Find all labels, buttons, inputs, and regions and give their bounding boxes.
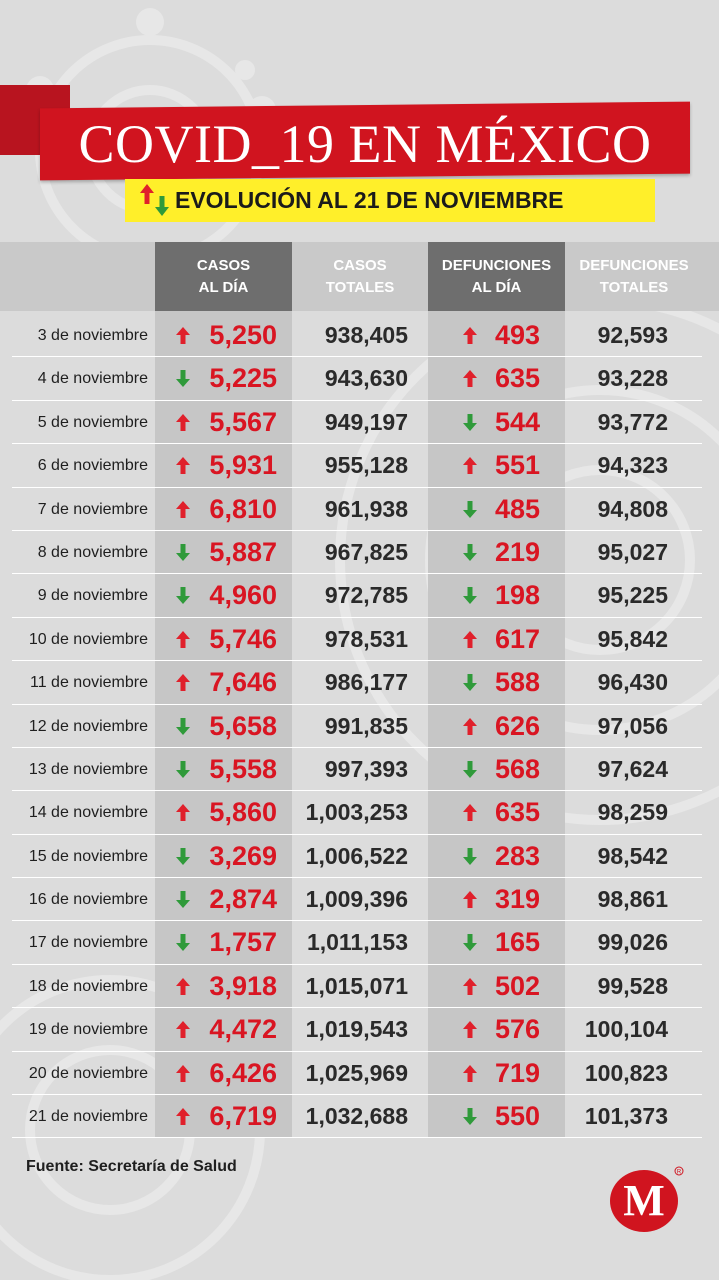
row-date: 6 de noviembre <box>37 457 148 475</box>
defunciones-al-dia-value: 219 <box>494 536 540 567</box>
logo-letter: M <box>623 1176 665 1225</box>
casos-al-dia-value: 5,746 <box>209 623 277 654</box>
row-date: 7 de noviembre <box>37 500 148 518</box>
casos-totales-value: 991,835 <box>324 712 408 739</box>
defunciones-al-dia-value: 319 <box>494 884 540 915</box>
row-date: 15 de noviembre <box>28 847 148 865</box>
row-date: 8 de noviembre <box>37 543 148 561</box>
casos-al-dia-value: 5,225 <box>209 363 277 394</box>
defunciones-al-dia-value: 198 <box>494 580 540 611</box>
casos-al-dia-value: 3,918 <box>209 970 277 1001</box>
table-row <box>12 921 702 964</box>
casos-totales-value: 972,785 <box>324 582 408 609</box>
milenio-logo <box>608 1165 684 1233</box>
casos-al-dia-value: 1,757 <box>209 927 277 958</box>
casos-al-dia-value: 5,567 <box>209 406 277 437</box>
casos-al-dia-value: 6,426 <box>209 1057 277 1088</box>
row-date: 11 de noviembre <box>30 674 148 692</box>
defunciones-totales-value: 100,104 <box>584 1016 668 1043</box>
casos-totales-value: 1,015,071 <box>305 972 408 999</box>
table-row <box>12 705 702 748</box>
table-row <box>12 1052 702 1095</box>
defunciones-al-dia-value: 635 <box>494 797 540 828</box>
casos-al-dia-value: 5,860 <box>209 797 277 828</box>
table-row <box>12 314 702 357</box>
defunciones-totales-value: 92,593 <box>597 322 668 348</box>
casos-al-dia-value: 4,472 <box>209 1014 277 1045</box>
casos-totales-value: 997,393 <box>324 755 408 782</box>
table-row <box>12 1008 702 1051</box>
row-date: 19 de noviembre <box>28 1021 148 1039</box>
casos-totales-value: 986,177 <box>324 669 408 696</box>
casos-totales-value: 978,531 <box>324 625 408 652</box>
defunciones-totales-value: 99,026 <box>597 929 668 956</box>
defunciones-totales-value: 97,624 <box>597 755 668 782</box>
casos-al-dia-value: 5,658 <box>209 710 277 741</box>
casos-totales-value: 938,405 <box>324 322 408 348</box>
casos-totales-value: 1,019,543 <box>305 1016 408 1043</box>
column-header-defunciones-totales: DEFUNCIONES TOTALES <box>579 256 689 296</box>
source-note: Fuente: Secretaría de Salud <box>26 1158 237 1175</box>
column-header-casos-totales: CASOS TOTALES <box>325 256 395 296</box>
row-date: 21 de noviembre <box>28 1108 148 1126</box>
table-row <box>12 1095 702 1138</box>
table-row <box>12 401 702 444</box>
row-date: 16 de noviembre <box>28 891 148 909</box>
defunciones-al-dia-value: 493 <box>494 320 540 350</box>
column-header-casos-dia: CASOS AL DÍA <box>155 242 292 311</box>
defunciones-al-dia-value: 635 <box>494 363 540 394</box>
casos-totales-value: 943,630 <box>324 365 408 392</box>
svg-text:R: R <box>676 1169 682 1176</box>
defunciones-al-dia-value: 165 <box>494 927 540 958</box>
table-row <box>12 357 702 400</box>
casos-al-dia-value: 5,887 <box>209 536 277 567</box>
data-table <box>12 314 702 1138</box>
defunciones-totales-value: 98,542 <box>597 842 668 869</box>
row-date: 3 de noviembre <box>37 327 148 344</box>
defunciones-totales-value: 101,373 <box>584 1103 668 1130</box>
page-title: COVID_19 EN MÉXICO <box>78 114 652 174</box>
defunciones-al-dia-value: 626 <box>494 710 540 741</box>
defunciones-totales-value: 96,430 <box>597 669 668 696</box>
table-row <box>12 791 702 834</box>
defunciones-totales-value: 93,772 <box>597 408 668 435</box>
defunciones-totales-value: 95,842 <box>597 625 668 652</box>
casos-al-dia-value: 7,646 <box>209 667 277 698</box>
casos-totales-value: 967,825 <box>324 538 408 565</box>
defunciones-al-dia-value: 588 <box>494 667 540 698</box>
table-row <box>12 748 702 791</box>
table-row <box>12 618 702 661</box>
column-header-defunciones-dia: DEFUNCIONES AL DÍA <box>428 242 565 311</box>
casos-totales-value: 1,025,969 <box>305 1059 408 1086</box>
defunciones-totales-value: 94,808 <box>597 495 668 522</box>
casos-totales-value: 1,011,153 <box>306 929 408 956</box>
table-row <box>12 574 702 617</box>
defunciones-al-dia-value: 617 <box>494 623 540 654</box>
table-row <box>12 878 702 921</box>
casos-totales-value: 955,128 <box>324 452 408 479</box>
casos-al-dia-value: 4,960 <box>209 580 277 611</box>
casos-al-dia-value: 6,719 <box>209 1101 277 1132</box>
defunciones-totales-value: 99,528 <box>597 972 668 999</box>
defunciones-al-dia-value: 485 <box>494 493 540 524</box>
casos-al-dia-value: 5,250 <box>209 320 277 350</box>
casos-totales-value: 961,938 <box>324 495 408 522</box>
row-date: 9 de noviembre <box>37 587 148 605</box>
defunciones-totales-value: 98,861 <box>597 886 668 913</box>
table-row <box>12 444 702 487</box>
casos-al-dia-value: 5,558 <box>209 753 277 784</box>
defunciones-totales-value: 98,259 <box>597 799 668 826</box>
defunciones-totales-value: 100,823 <box>584 1059 668 1086</box>
defunciones-al-dia-value: 568 <box>494 753 540 784</box>
table-row <box>12 488 702 531</box>
defunciones-totales-value: 97,056 <box>597 712 668 739</box>
defunciones-totales-value: 95,225 <box>597 582 668 609</box>
row-date: 18 de noviembre <box>28 977 148 995</box>
row-date: 14 de noviembre <box>28 804 148 822</box>
row-date: 20 de noviembre <box>28 1064 148 1082</box>
up-down-arrows-icon <box>140 184 170 216</box>
casos-totales-value: 1,032,688 <box>305 1103 408 1130</box>
defunciones-al-dia-value: 576 <box>494 1014 540 1045</box>
casos-totales-value: 1,009,396 <box>305 886 408 913</box>
table-row <box>12 965 702 1008</box>
row-date: 13 de noviembre <box>28 760 148 778</box>
casos-totales-value: 1,003,253 <box>305 799 408 826</box>
defunciones-al-dia-value: 550 <box>494 1101 540 1132</box>
defunciones-al-dia-value: 551 <box>494 450 540 481</box>
defunciones-totales-value: 94,323 <box>597 452 668 479</box>
casos-totales-value: 1,006,522 <box>305 842 408 869</box>
defunciones-al-dia-value: 719 <box>494 1057 540 1088</box>
casos-al-dia-value: 2,874 <box>209 884 277 915</box>
defunciones-al-dia-value: 544 <box>494 406 540 437</box>
row-date: 4 de noviembre <box>37 370 148 388</box>
row-date: 5 de noviembre <box>37 413 148 431</box>
defunciones-al-dia-value: 283 <box>494 840 540 871</box>
casos-al-dia-value: 5,931 <box>209 450 277 481</box>
casos-al-dia-value: 6,810 <box>209 493 277 524</box>
table-row <box>12 661 702 704</box>
table-row <box>12 531 702 574</box>
casos-totales-value: 949,197 <box>324 408 408 435</box>
defunciones-totales-value: 93,228 <box>597 365 668 392</box>
subtitle: EVOLUCIÓN AL 21 DE NOVIEMBRE <box>175 187 564 213</box>
table-row <box>12 835 702 878</box>
defunciones-al-dia-value: 502 <box>494 970 540 1001</box>
row-date: 10 de noviembre <box>28 630 148 648</box>
row-date: 12 de noviembre <box>28 717 148 735</box>
casos-al-dia-value: 3,269 <box>209 840 277 871</box>
row-date: 17 de noviembre <box>28 934 148 952</box>
defunciones-totales-value: 95,027 <box>597 538 668 565</box>
